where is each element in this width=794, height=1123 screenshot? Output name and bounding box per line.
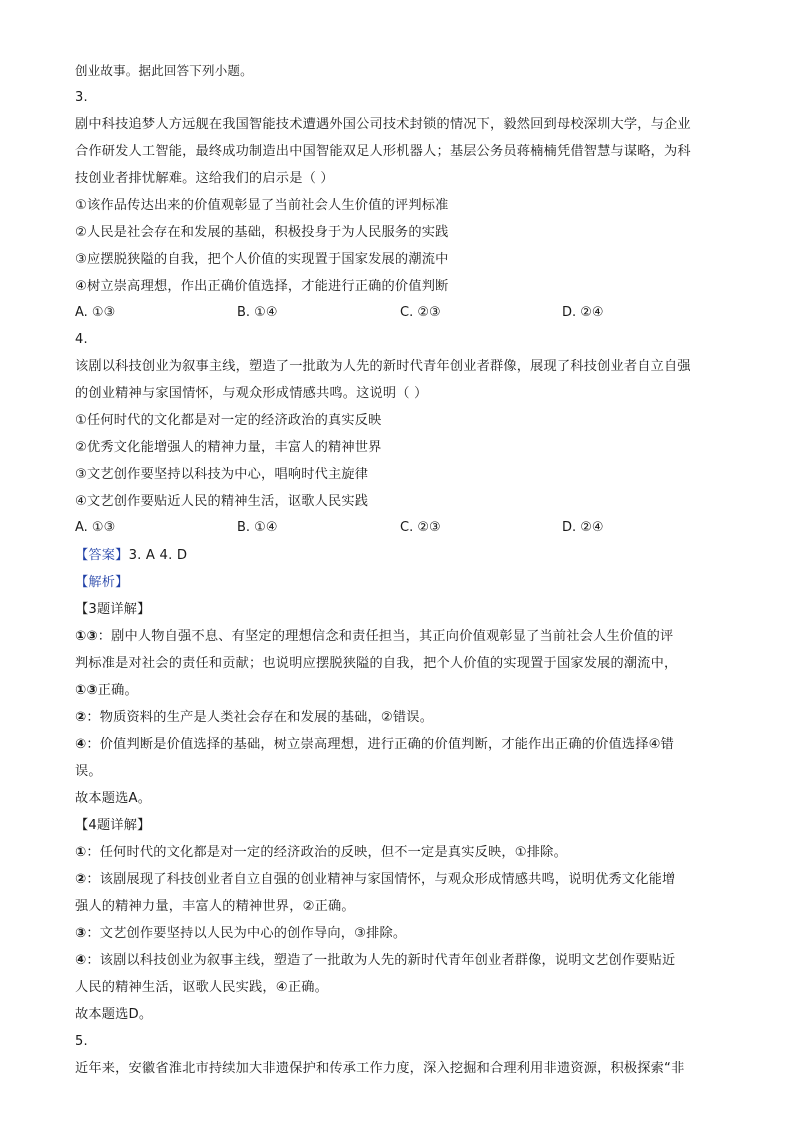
option-mark: ② — [75, 710, 87, 725]
question-3-item: ③应摆脱狭隘的自我，把个人价值的实现置于国家发展的潮流中 — [75, 252, 449, 267]
option-c: C. ②③ — [400, 305, 441, 320]
question-5-number: 5. — [75, 1034, 88, 1049]
question-4-number: 4. — [75, 332, 88, 347]
q4-detail-line — [75, 844, 567, 862]
detail-text: 人民的精神生活，讴歌人民实践，④正确。 — [75, 980, 328, 995]
option-mark: ① — [75, 845, 87, 860]
q4-detail-heading: 【4题详解】 — [75, 818, 151, 833]
option-c: C. ②③ — [400, 520, 441, 535]
q4-detail-line — [75, 871, 675, 889]
detail-text: ：价值判断是价值选择的基础，树立崇高理想，进行正确的价值判断，才能作出正确的价值选择④错 — [86, 737, 675, 752]
question-4-item: ④文艺创作要贴近人民的精神生活，讴歌人民实践 — [75, 494, 369, 509]
detail-text: 强人的精神力量，丰富人的精神世界，②正确。 — [75, 899, 355, 914]
detail-text: ：该剧以科技创业为叙事主线，塑造了一批敢为人先的新时代青年创业者群像，说明文艺创作要贴近 — [86, 953, 676, 968]
q4-detail-line — [75, 952, 675, 970]
question-4-options — [75, 520, 735, 538]
option-mark: ② — [75, 872, 87, 887]
q4-conclusion: 故本题选D。 — [75, 1007, 153, 1022]
q3-detail-line — [75, 736, 674, 754]
detail-text: ：剧中人物自强不息、有坚定的理想信念和责任担当，其正向价值观彰显了当前社会人生价值的评 — [97, 629, 674, 644]
option-d: D. ②④ — [562, 520, 604, 535]
option-b: B. ①④ — [237, 520, 278, 535]
q4-detail-line — [75, 925, 406, 943]
option-mark: ③ — [75, 926, 87, 941]
detail-text: 误。 — [75, 764, 102, 779]
question-4-stem-line: 的创业精神与家国情怀，与观众形成情感共鸣。这说明（ ） — [75, 386, 428, 401]
question-3-stem-line: 合作研发人工智能，最终成功制造出中国智能双足人形机器人；基层公务员蒋楠楠凭借智慧与谋略，为科 — [75, 144, 691, 159]
detail-text: ：该剧展现了科技创业者自立自强的创业精神与家国情怀，与观众形成情感共鸣，说明优秀文化能增 — [86, 872, 676, 887]
option-mark: ④ — [75, 953, 87, 968]
question-4-item: ②优秀文化能增强人的精神力量，丰富人的精神世界 — [75, 440, 382, 455]
answer-label: 【答案】 — [75, 548, 129, 563]
intro-tail: 创业故事。据此回答下列小题。 — [75, 63, 253, 78]
question-3-item: ②人民是社会存在和发展的基础，积极投身于为人民服务的实践 — [75, 225, 449, 240]
option-mark: ①③ — [75, 629, 98, 644]
answer-text: 3. A 4. D — [128, 548, 188, 563]
option-b: B. ①④ — [237, 305, 278, 320]
option-a: A. ①③ — [75, 305, 116, 320]
q3-detail-line — [75, 628, 673, 646]
q3-detail-line — [75, 709, 433, 727]
q3-detail-heading: 【3题详解】 — [75, 602, 151, 617]
detail-text: 正确。 — [97, 683, 138, 698]
question-3-stem-line: 技创业者排忧解难。这给我们的启示是（ ） — [75, 171, 334, 186]
option-mark: ①③ — [75, 683, 98, 698]
question-3-options — [75, 305, 735, 323]
q3-detail-line — [75, 655, 677, 673]
option-a: A. ①③ — [75, 520, 116, 535]
option-d: D. ②④ — [562, 305, 604, 320]
analysis-label: 【解析】 — [75, 575, 129, 590]
option-mark: ④ — [75, 737, 87, 752]
detail-text: ：任何时代的文化都是对一定的经济政治的反映，但不一定是真实反映，①排除。 — [86, 845, 567, 860]
detail-text: ：物质资料的生产是人类社会存在和发展的基础，②错误。 — [86, 710, 434, 725]
q3-detail-line — [75, 682, 138, 700]
question-3-item: ④树立崇高理想，作出正确价值选择，才能进行正确的价值判断 — [75, 279, 449, 294]
question-3-stem-line: 剧中科技追梦人方远舰在我国智能技术遭遇外国公司技术封锁的情况下，毅然回到母校深圳大学，与企业 — [75, 117, 691, 132]
detail-text: ：文艺创作要坚持以人民为中心的创作导向，③排除。 — [86, 926, 407, 941]
q3-detail-line — [75, 763, 102, 781]
q4-detail-line — [75, 898, 355, 916]
question-4-item: ③文艺创作要坚持以科技为中心，唱响时代主旋律 — [75, 467, 369, 482]
question-3-number: 3. — [75, 90, 88, 105]
detail-text: 判标准是对社会的责任和贡献；也说明应摆脱狭隘的自我，把个人价值的实现置于国家发展的潮流中， — [75, 656, 678, 671]
q3-conclusion: 故本题选A。 — [75, 791, 152, 806]
question-5-stem-line: 近年来，安徽省淮北市持续加大非遗保护和传承工作力度，深入挖掘和合理利用非遗资源，积极探索“非 — [75, 1061, 685, 1076]
question-3-item: ①该作品传达出来的价值观彰显了当前社会人生价值的评判标准 — [75, 198, 449, 213]
answer-line — [75, 547, 187, 565]
q4-detail-line — [75, 979, 328, 997]
question-4-stem-line: 该剧以科技创业为叙事主线，塑造了一批敢为人先的新时代青年创业者群像，展现了科技创业者自立自强 — [75, 359, 691, 374]
question-4-item: ①任何时代的文化都是对一定的经济政治的真实反映 — [75, 413, 382, 428]
